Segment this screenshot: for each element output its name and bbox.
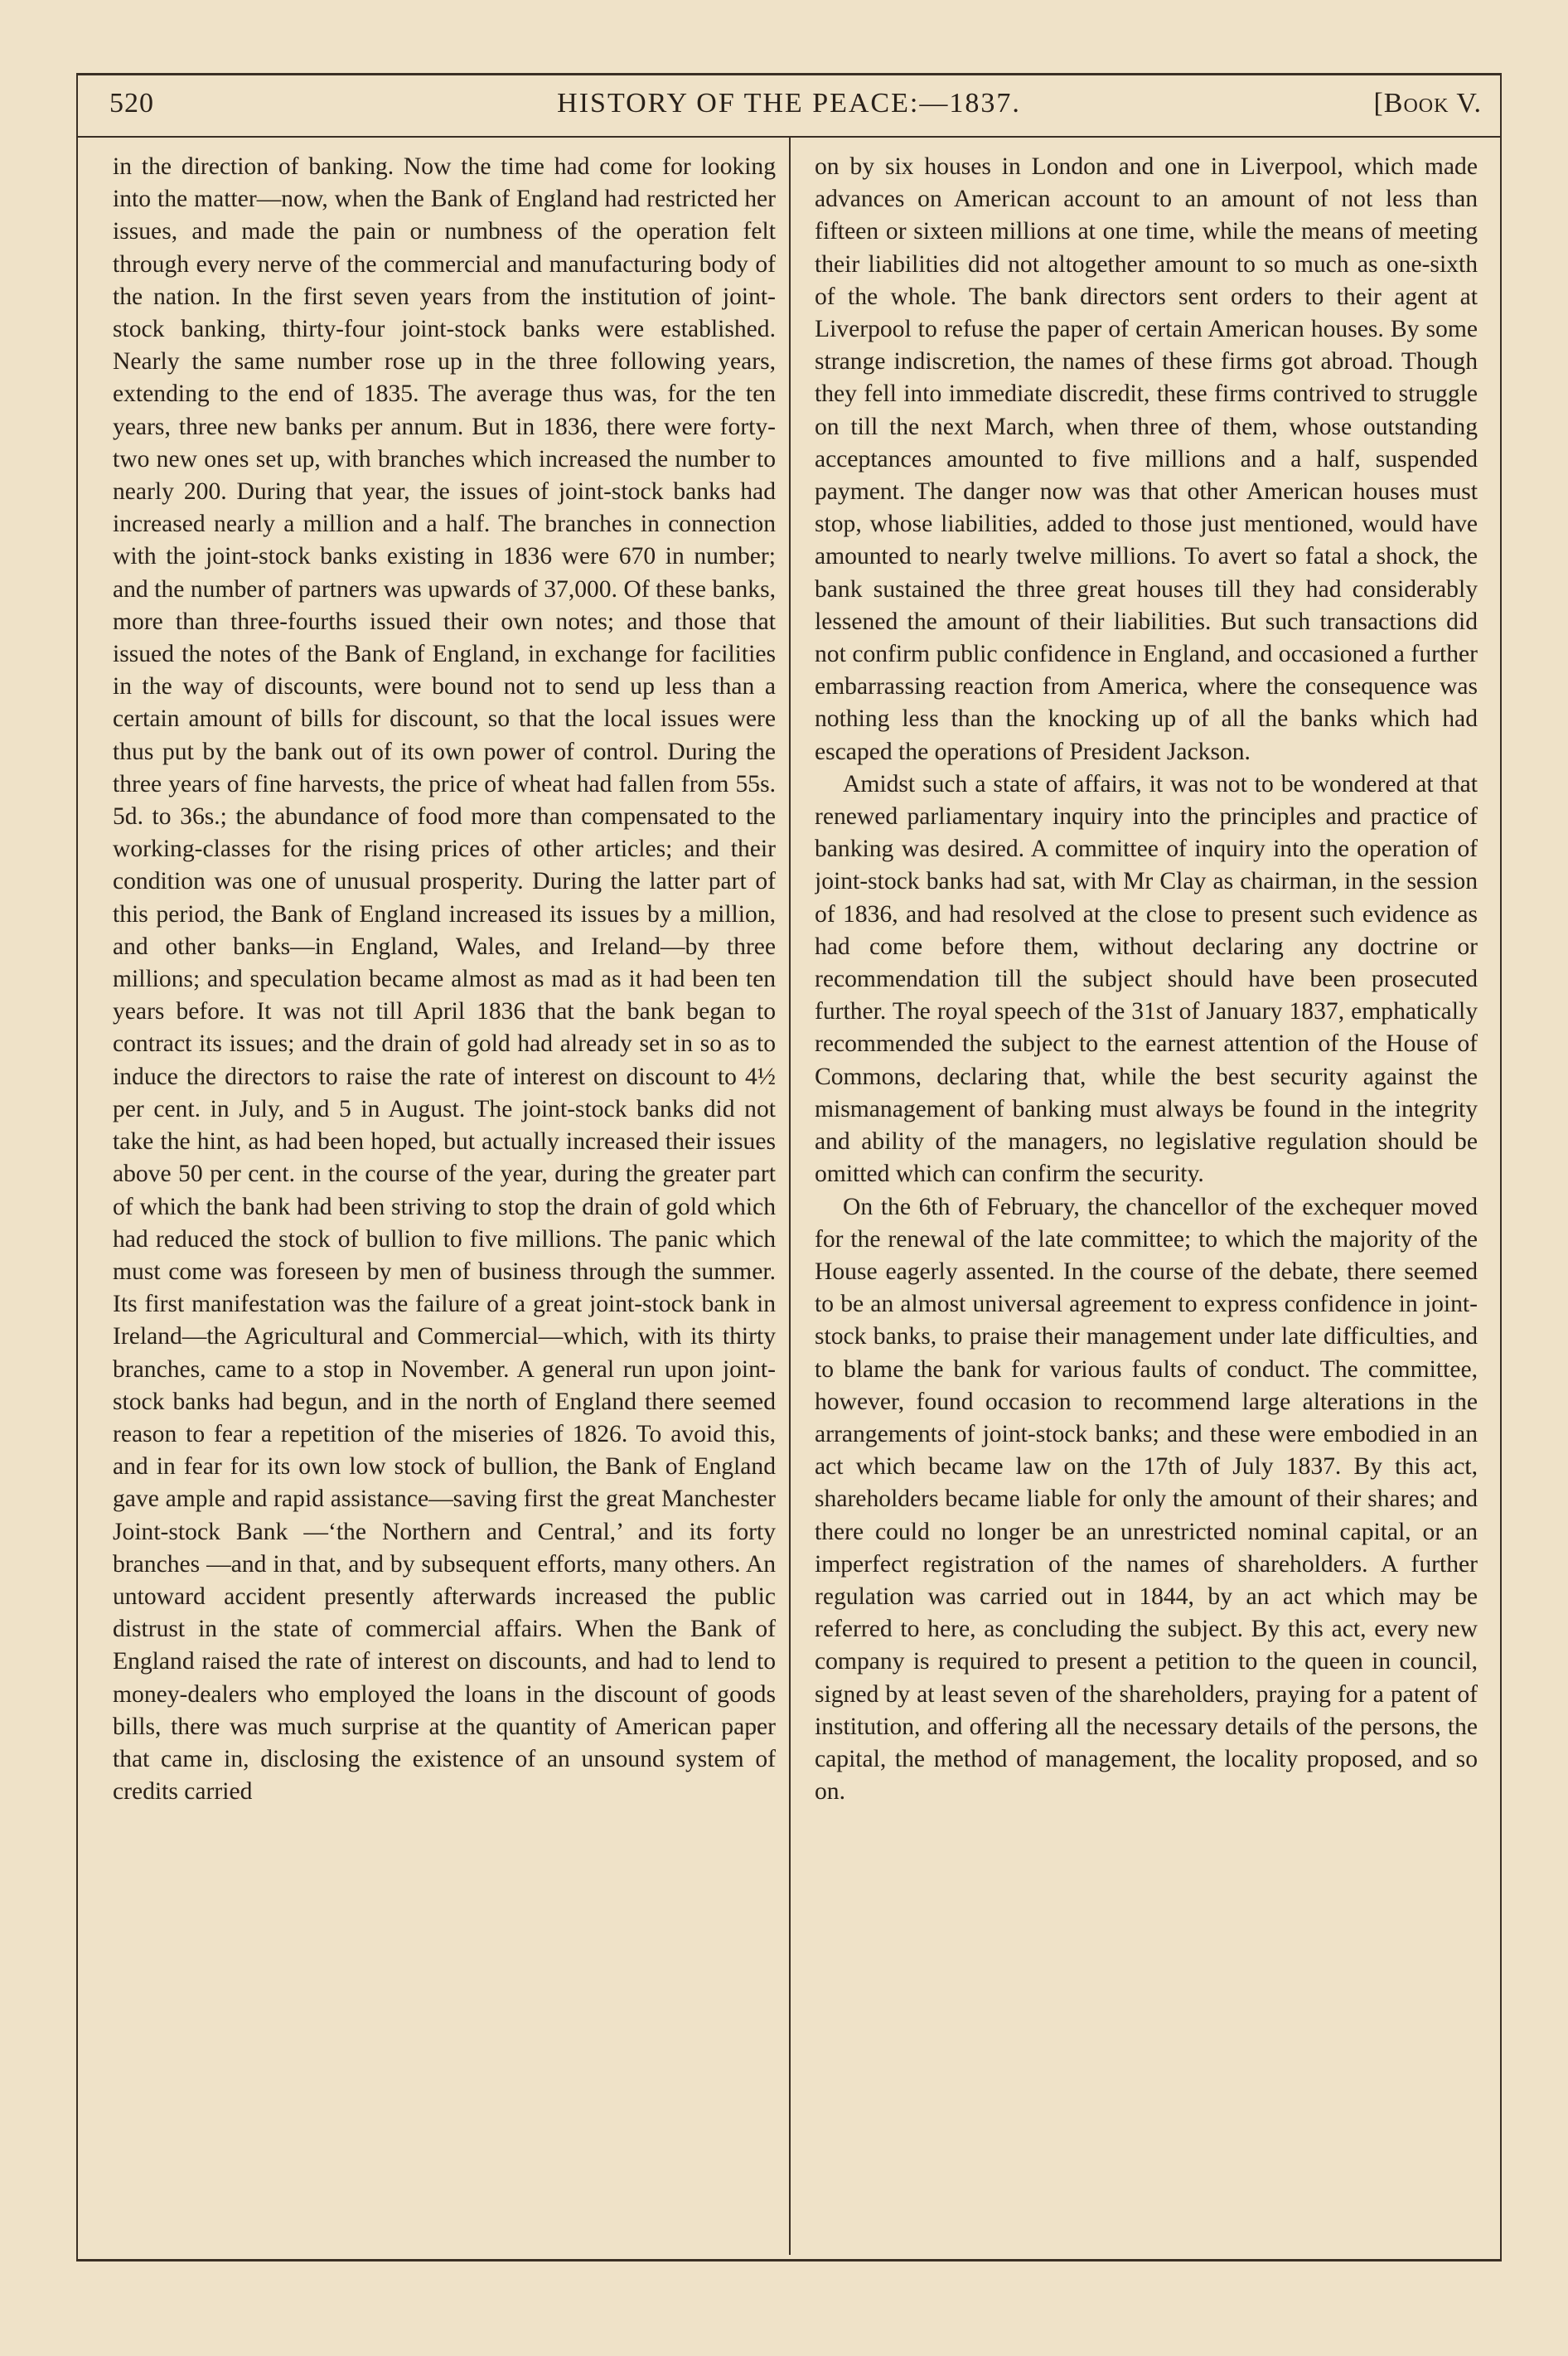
- left-column: [113, 151, 776, 2240]
- paragraph: on by six houses in London and one in Liverpool, which made advances on American account to an amount of not less than fifteen or sixteen millions at one time, while the means of meeting their liabilities did not altogether amount to so much as one-sixth of the whole. The bank directors sent orders to their agent at Liverpool to refuse the paper of certain American houses. By some strange indiscretion, the names of these firms got abroad. Though they fell into immediate discredit, these firms contrived to struggle on till the next March, when three of them, whose outstanding acceptances amounted to five millions and a half, suspended payment. The danger now was that other American houses must stop, whose liabilities, added to those just mentioned, would have amounted to nearly twelve millions. To avert so fatal a shock, the bank sustained the three great houses till they had considerably lessened the amount of their liabilities. But such transactions did not confirm public confidence in England, and occasioned a further embarrassing reaction from America, where the consequence was nothing less than the knocking up of all the banks which had escaped the operations of President Jackson.: [815, 153, 1478, 765]
- page-number: 520: [109, 88, 154, 119]
- book-open: [B: [1373, 88, 1404, 119]
- book-num: V.: [1449, 88, 1482, 119]
- running-title: HISTORY OF THE PEACE:—1837.: [557, 88, 1021, 119]
- right-column: [815, 151, 1478, 2240]
- book-word: ook: [1403, 88, 1449, 119]
- paragraph: in the direction of banking. Now the time had come for looking into the matter—now, when the Bank of England had restricted her issues, and made the pain or numbness of the operation felt through every nerve of the commercial and manufacturing body of the nation. In the first seven years from the institution of joint-stock banking, thirty-four joint-stock banks were established. Nearly the same number rose up in the three following years, extending to the end of 1835. The average thus was, for the ten years, three new banks per annum. But in 1836, there were forty-two new ones set up, with branches which increased the number to nearly 200. During that year, the issues of joint-stock banks had increased nearly a million and a half. The branches in connection with the joint-stock banks existing in 1836 were 670 in number; and the number of partners was upwards of 37,000. Of these banks, more than three-fourths issued their own notes; and those that issued the notes of the Bank of England, in exchange for facilities in the way of discounts, were bound not to send up less than a certain amount of bills for discount, so that the local issues were thus put by the bank out of its own power of control. During the three years of fine harvests, the price of wheat had fallen from 55s. 5d. to 36s.; the abundance of food more than compensated to the working-classes for the rising prices of other articles; and their condition was one of unusual prosperity. During the latter part of this period, the Bank of England increased its issues by a million, and other banks—in England, Wales, and Ireland—by three millions; and speculation became almost as mad as it had been ten years before. It was not till April 1836 that the bank began to contract its issues; and the drain of gold had already set in so as to induce the directors to raise the rate of interest on discount to 4½ per cent. in July, and 5 in August. The joint-stock banks did not take the hint, as had been hoped, but actually increased their issues above 50 per cent. in the course of the year, during the greater part of which the bank had been striving to stop the drain of gold which had reduced the stock of bullion to five millions. The panic which must come was foreseen by men of business through the summer. Its first manifestation was the failure of a great joint-stock bank in Ireland—the Agricultural and Commercial—which, with its thirty branches, came to a stop in November. A general run upon joint-stock banks had begun, and in the north of England there seemed reason to fear a repetition of the miseries of 1826. To avoid this, and in fear for its own low stock of bullion, the Bank of England gave ample and rapid assistance—saving first the great Manchester Joint-stock Bank —‘the Northern and Central,’ and its forty branches —and in that, and by subsequent efforts, many others. An untoward accident presently afterwards increased the public distrust in the state of commercial affairs. When the Bank of England raised the rate of interest on discounts, and had to lend to money-dealers who employed the loans in the discount of goods bills, there was much surprise at the quantity of American paper that came in, disclosing the existence of an unsound system of credits carried: [113, 153, 776, 1806]
- book-label: [1373, 88, 1482, 119]
- paragraph: On the 6th of February, the chancellor of the exchequer moved for the renewal of the late committee; to which the majority of the House eagerly assented. In the course of the debate, there seemed to be an almost universal agreement to express confidence in joint-stock banks, to praise their management under late difficulties, and to blame the bank for various faults of conduct. The committee, however, found occasion to recommend large alterations in the arrangements of joint-stock banks; and these were embodied in an act which became law on the 17th of July 1837. By this act, shareholders became liable for only the amount of their shares; and there could no longer be an unrestricted nominal capital, or an imperfect registration of the names of shareholders. A further regulation was carried out in 1844, by an act which may be referred to here, as concluding the subject. By this act, every new company is required to present a petition to the queen in council, signed by at least seven of the shareholders, praying for a patent of institution, and offering all the necessary details of the persons, the capital, the method of management, the locality proposed, and so on.: [815, 1193, 1478, 1806]
- column-rule: [789, 138, 791, 2255]
- running-header: [76, 80, 1502, 138]
- paragraph: Amidst such a state of affairs, it was not to be wondered at that renewed parliamentary inquiry into the principles and practice of banking was desired. A committee of inquiry into the operation of joint-stock banks had sat, with Mr Clay as chairman, in the session of 1836, and had resolved at the close to present such evidence as had come before them, without declaring any doctrine or recommendation till the subject should have been prosecuted further. The royal speech of the 31st of January 1837, emphatically recommended the subject to the earnest attention of the House of Commons, declaring that, while the best security against the mismanagement of banking must always be found in the integrity and ability of the managers, no legislative regulation should be omitted which can confirm the security.: [815, 770, 1478, 1188]
